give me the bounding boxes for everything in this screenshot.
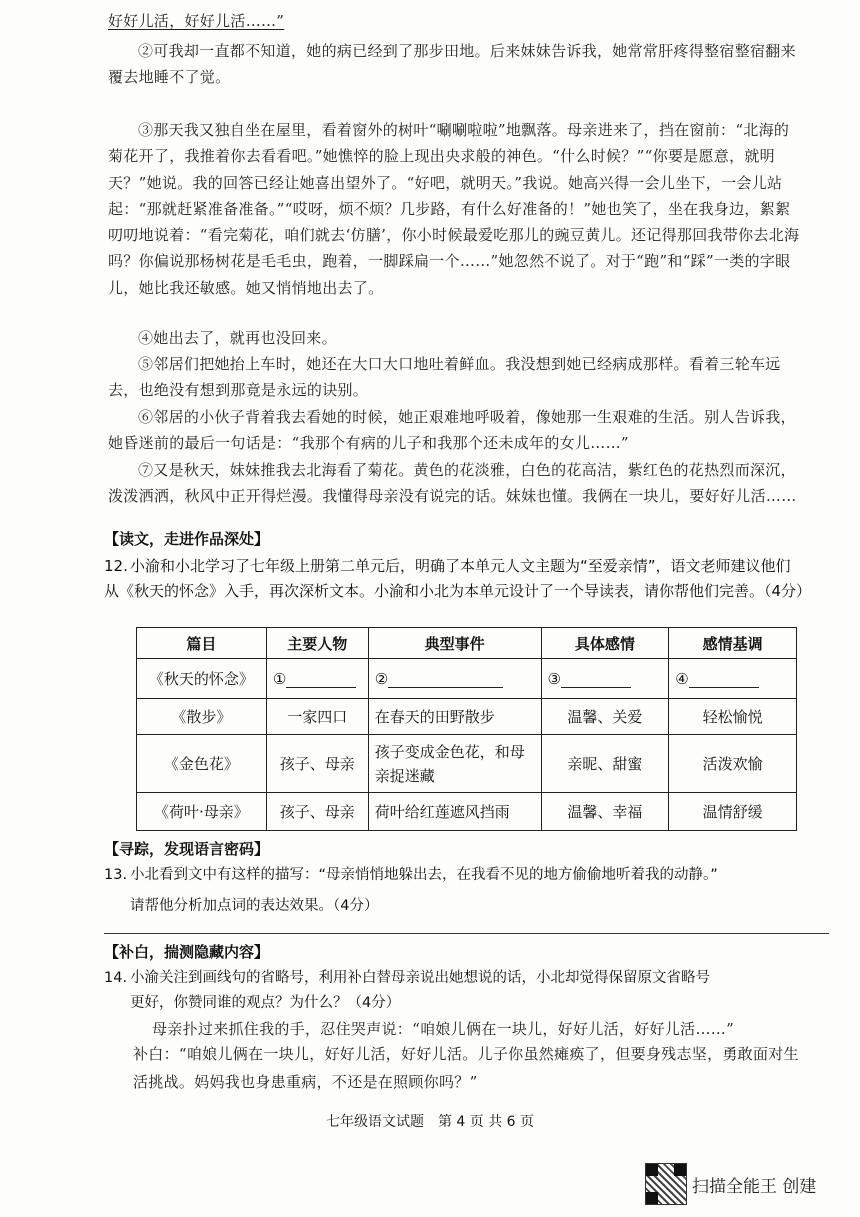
infill-label: 补白： (133, 1045, 179, 1063)
table-row (137, 793, 797, 831)
infill-text: “咱娘儿俩在一块儿，好好儿活，好好儿活。儿子你虽然瘫痪了，但要身残志坚，勇敢面对生活挑战。妈妈我也身患重病，不还是在照顾你吗？” (133, 1045, 799, 1091)
page-footer: 七年级语文试题 第 4 页 共 6 页 (325, 1114, 535, 1130)
table-cell: 《荷叶·母亲》 (137, 793, 267, 831)
question-14 (104, 966, 804, 1016)
table-row (137, 699, 797, 735)
section-heading-reading: 【读文，走进作品深处】 (104, 530, 270, 548)
question-number: 12. (104, 557, 128, 575)
passage-paragraph-5: ⑤邻居们把她抬上车时，她还在大口大口地吐着鲜血。我没想到她已经病成那样。看着三轮车远去，也绝没有想到那竟是永远的诀别。 (108, 355, 781, 400)
table-cell: 温馨、幸福 (541, 793, 669, 831)
passage-paragraph-6: ⑥邻居的小伙子背着我去看她的时候，她正艰难地呼吸着，像她那一生艰难的生活。别人告诉我，她昏迷前的最后一句话是：“我那个有病的儿子和我那个还未成年的女儿……” (108, 408, 796, 453)
table-cell: 《散步》 (137, 699, 267, 735)
table-row (137, 659, 797, 699)
table-row (137, 735, 797, 793)
table-cell: 孩子、母亲 (266, 735, 368, 793)
scanner-watermark: 扫描全能王 创建 (692, 1177, 817, 1197)
infill-answer (133, 1040, 813, 1096)
answer-blank-1[interactable]: ① (266, 659, 368, 699)
question-13 (104, 863, 804, 919)
table-cell: 《金色花》 (137, 735, 267, 793)
table-header: 具体感情 (541, 628, 669, 659)
answer-blank-4[interactable]: ④ (669, 659, 797, 699)
table-cell: 荷叶给红莲遮风挡雨 (368, 793, 541, 831)
quoted-sentence: 母亲扑过来抓住我的手，忍住哭声说：“咱娘儿俩在一块儿，好好儿活，好好儿活……” (152, 1020, 735, 1038)
section-heading-language: 【寻踪，发现语言密码】 (104, 840, 270, 858)
passage-paragraph-2: ②可我却一直都不知道，她的病已经到了那步田地。后来妹妹告诉我，她常常肝疼得整宿整宿翻来覆去地睡不了觉。 (108, 42, 796, 87)
passage-paragraph-3: ③那天我又独自坐在屋里，看着窗外的树叶“唰唰啦啦”地飘落。母亲进来了，挡在窗前：“北海的菊花开了，我推着你去看看吧。”她憔悴的脸上现出央求般的神色。“什么时候？”“你要是愿意，就明天？”她说。我的回答已经让她喜出望外了。“好吧，就明天。”我说。她高兴得一会儿坐下，一会儿站起：“那就赶紧准备准备。”“哎呀，烦不烦？几步路，有什么好准备的！”她也笑了，坐在我身边，絮絮叨叨地说着：“看完菊花，咱们就去‘仿膳’，你小时候最爱吃那儿的豌豆黄儿。还记得那回我带你去北海吗？你偏说那杨树花是毛毛虫，跑着，一脚踩扁一个……”她忽然不说了。对于“跑”和“踩”一类的字眼儿，她比我还敏感。她又悄悄地出去了。 (108, 121, 800, 297)
table-cell: 一家四口 (266, 699, 368, 735)
question-number: 14. (104, 970, 128, 986)
table-cell: 在春天的田野散步 (368, 699, 541, 735)
question-text: 小北看到文中有这样的描写：“母亲悄悄地躲出去，在我看不见的地方偷偷地听着我的动静。” (130, 867, 718, 883)
qr-code-icon (645, 1163, 687, 1205)
question-number: 13. (104, 867, 128, 883)
table-header: 篇目 (137, 628, 267, 659)
passage-paragraph-7: ⑦又是秋天，妹妹推我去北海看了菊花。黄色的花淡雅，白色的花高洁，紫红色的花热烈而深沉，泼泼洒洒，秋风中正开得烂漫。我懂得母亲没有说完的话。妹妹也懂。我俩在一块儿，要好好儿活…… (108, 461, 797, 506)
table-cell: 《秋天的怀念》 (137, 659, 267, 699)
passage-top-line: 好好儿活，好好儿活……” (108, 12, 285, 30)
table-cell: 轻松愉悦 (669, 699, 797, 735)
reading-guide-table (136, 627, 797, 831)
passage-paragraph-4: ④她出去了，就再也没回来。 (138, 329, 337, 347)
question-text: 更好，你赞同谁的观点？为什么？（4分） (130, 995, 401, 1011)
table-header: 感情基调 (669, 628, 797, 659)
question-12 (104, 554, 812, 604)
table-cell: 温馨、关爱 (541, 699, 669, 735)
answer-blank-3[interactable]: ③ (541, 659, 669, 699)
table-cell: 活泼欢愉 (669, 735, 797, 793)
question-text: 小渝和小北学习了七年级上册第二单元后，明确了本单元人文主题为“至爱亲情”，语文老师建议他们从《秋天的怀念》入手，再次深析文本。小渝和小北为本单元设计了一个导读表，请你帮他们完善。（4分） (104, 557, 812, 600)
section-heading-infill: 【补白，揣测隐藏内容】 (104, 943, 270, 961)
answer-line (104, 933, 829, 934)
question-text: 请帮他分析加点词的表达效果。（4分） (130, 898, 379, 914)
table-cell: 孩子、母亲 (266, 793, 368, 831)
table-header: 主要人物 (266, 628, 368, 659)
table-header: 典型事件 (368, 628, 541, 659)
table-cell: 孩子变成金色花，和母亲捉迷藏 (368, 735, 541, 793)
question-text: 小渝关注到画线句的省略号，利用补白替母亲说出她想说的话，小北却觉得保留原文省略号 (130, 970, 710, 986)
table-header-row (137, 628, 797, 659)
answer-blank-2[interactable]: ② (368, 659, 541, 699)
table-cell: 温情舒缓 (669, 793, 797, 831)
table-cell: 亲昵、甜蜜 (541, 735, 669, 793)
